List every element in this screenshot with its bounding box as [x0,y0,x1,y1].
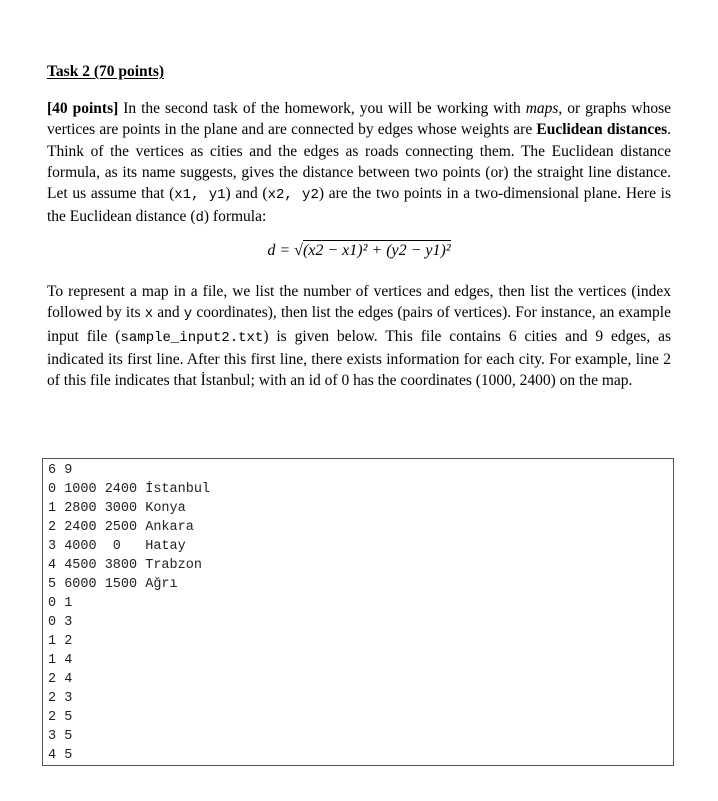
text-span: ) are the two points in a two-dimensional plane. Here is the Euclidean distance ( [47,185,671,226]
formula-lhs: d = [267,242,295,259]
code-line: 0 3 [48,615,73,630]
distance-formula [0,242,718,260]
intro-paragraph [47,98,671,230]
sample-input-codebox [42,458,674,766]
point1-code: x1, y1 [174,187,226,204]
code-line: 2 3 [48,691,73,706]
formula-radicand: (x2 − x1)² + (y2 − y1)² [302,242,451,259]
text-span: coordinates), then list the edges (pairs of vertices). For instance, an example input file ( [47,304,671,345]
code-line: 1 2800 3000 Konya [48,501,186,516]
x-code: x [144,306,154,323]
code-line: 4 4500 3800 Trabzon [48,558,202,573]
text-span: ) and ( [225,185,268,203]
points-label: [40 points] [47,100,119,117]
text-span: ) formula: [203,208,267,226]
y-code: y [183,306,193,323]
text-span: ) is given below. This file contains 6 cities and 9 edges, as indicated its first line. After this first line, there exists information for each city. For example, line 2 of this file indicates that İstanbul; with an id of 0 has the coordinates (1000, 2400) on the map. [47,327,672,390]
code-line: 1 4 [48,653,73,668]
code-line: 1 2 [48,634,73,649]
code-line: 4 5 [48,748,73,763]
text-span: . Think of the vertices as cities and the edges as roads connecting them. The Euclidean distance formula, as its name suggests, gives the distance between two points (or) the straight line distance. Let us assume that ( [47,121,671,203]
code-line: 3 5 [48,729,73,744]
code-line: 3 4000 0 Hatay [48,539,186,554]
text-span: , or graphs whose vertices are points in the plane and are connected by edges whose weights are [47,100,671,139]
code-line: 5 6000 1500 Ağrı [48,577,178,592]
text-span: To represent a map in a file, we list the number of vertices and edges, then list the vertices (index followed by its [47,283,671,322]
point2-code: x2, y2 [267,187,319,204]
task-title: Task 2 (70 points) [47,63,165,80]
euclidean-bold: Euclidean distances [536,121,668,139]
code-line: 6 9 [48,463,73,478]
code-line: 2 2400 2500 Ankara [48,520,194,535]
code-line: 0 1 [48,596,73,611]
file-format-paragraph [47,281,671,391]
maps-emphasis: maps [525,100,559,117]
code-line: 2 4 [48,672,73,687]
text-span: In the second task of the homework, you will be working with [118,100,526,117]
d-code: d [195,210,204,227]
code-line: 0 1000 2400 İstanbul [48,482,211,497]
sqrt-symbol-icon: √ [294,242,303,259]
text-span: and [153,304,184,322]
filename-code: sample_input2.txt [120,329,264,346]
code-line: 2 5 [48,710,73,725]
